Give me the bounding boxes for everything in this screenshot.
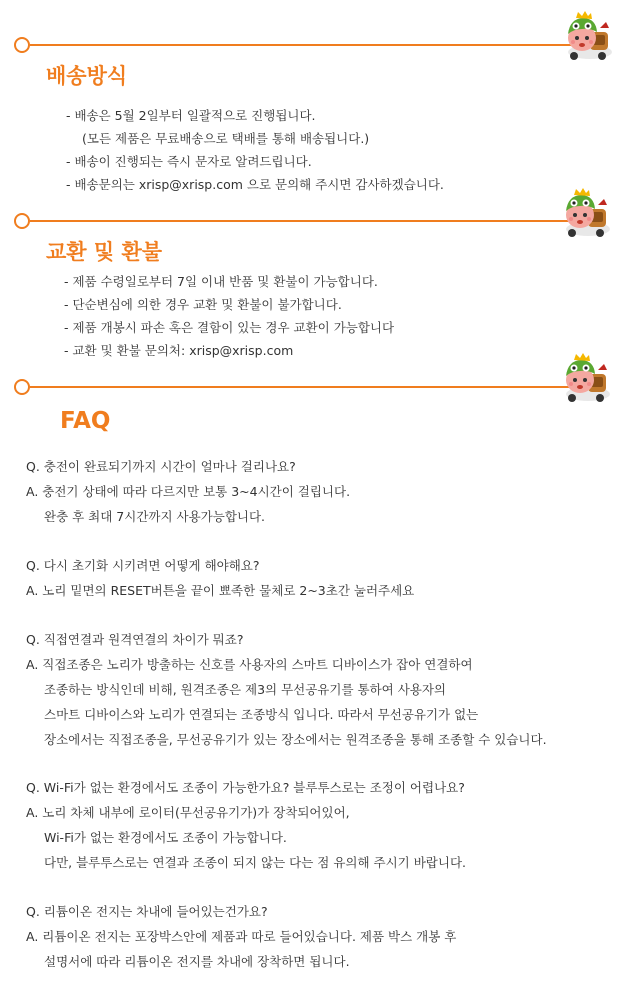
faq-question: Q. 직접연결과 원격연결의 차이가 뭐죠? bbox=[26, 632, 244, 647]
refund-heading: 교환 및 환불 bbox=[46, 240, 163, 264]
faq-answer bbox=[26, 578, 622, 603]
list-item: (모든 제품은 무료배송으로 택배를 통해 배송됩니다.) bbox=[82, 131, 370, 146]
answer-line: A. 직접조종은 노리가 방출하는 신호를 사용자의 스마트 디바이스가 잡아 연결하여 bbox=[26, 657, 473, 672]
faq-answer bbox=[26, 652, 622, 752]
list-item: - 배송문의는 xrisp@xrisp.com 으로 문의해 주시면 감사하겠습니다. bbox=[66, 177, 444, 192]
faq-entry bbox=[22, 775, 622, 875]
list-item: - 배송은 5월 2일부터 일괄적으로 진행됩니다. bbox=[66, 108, 316, 123]
answer-line: Wi-Fi가 없는 환경에서도 조종이 가능합니다. bbox=[44, 830, 287, 845]
faq-question: Q. 충전이 완료되기까지 시간이 얼마나 걸리나요? bbox=[26, 459, 296, 474]
answer-line: 스마트 디바이스와 노리가 연결되는 조종방식 입니다. 따라서 무선공유기가 없는 bbox=[44, 707, 479, 722]
section-divider bbox=[14, 378, 580, 400]
shipping-list bbox=[66, 104, 444, 196]
faq-answer bbox=[26, 479, 622, 529]
divider-circle bbox=[14, 213, 30, 229]
faq-question: Q. 리튬이온 전지는 차내에 들어있는건가요? bbox=[26, 904, 268, 919]
answer-line: 장소에서는 직접조종을, 무선공유기가 있는 장소에서는 원격조종을 통해 조종할 수 있습니다. bbox=[44, 732, 547, 747]
list-item: - 제품 수령일로부터 7일 이내 반품 및 환불이 가능합니다. bbox=[64, 274, 378, 289]
divider-line bbox=[30, 44, 578, 46]
mascot-car-icon bbox=[558, 352, 612, 404]
answer-line: 설명서에 따라 리튬이온 전지를 차내에 장착하면 됩니다. bbox=[44, 954, 350, 969]
answer-line: 다만, 블루투스로는 연결과 조종이 되지 않는 다는 점 유의해 주시기 바랍니다. bbox=[44, 855, 467, 870]
divider-line bbox=[30, 386, 578, 388]
section-divider bbox=[14, 36, 580, 58]
answer-line: A. 노리 밑면의 RESET버튼을 끝이 뾰족한 물체로 2~3초간 눌러주세요 bbox=[26, 583, 415, 598]
faq-question: Q. 다시 초기화 시키려면 어떻게 해야해요? bbox=[26, 558, 260, 573]
faq-entry bbox=[22, 627, 622, 752]
faq-heading: FAQ bbox=[60, 408, 111, 434]
list-item: - 배송이 진행되는 즉시 문자로 알려드립니다. bbox=[66, 154, 312, 169]
faq-answer bbox=[26, 800, 622, 875]
divider-line bbox=[30, 220, 578, 222]
divider-circle bbox=[14, 37, 30, 53]
mascot-car-icon bbox=[560, 10, 614, 62]
refund-list bbox=[64, 270, 394, 362]
faq-entry bbox=[22, 553, 622, 603]
shipping-heading: 배송방식 bbox=[46, 64, 128, 88]
list-item: - 단순변심에 의한 경우 교환 및 환불이 불가합니다. bbox=[64, 297, 342, 312]
answer-line: 조종하는 방식인데 비해, 원격조종은 제3의 무선공유기를 통하여 사용자의 bbox=[44, 682, 446, 697]
answer-line: A. 리튬이온 전지는 포장박스안에 제품과 따로 들어있습니다. 제품 박스 개봉 후 bbox=[26, 929, 457, 944]
divider-circle bbox=[14, 379, 30, 395]
mascot-car-icon bbox=[558, 187, 612, 239]
answer-line: 완충 후 최대 7시간까지 사용가능합니다. bbox=[44, 509, 266, 524]
answer-line: A. 노리 차체 내부에 로이터(무선공유기가)가 장착되어있어, bbox=[26, 805, 350, 820]
list-item: - 제품 개봉시 파손 혹은 결함이 있는 경우 교환이 가능합니다 bbox=[64, 320, 395, 335]
list-item: - 교환 및 환불 문의처: xrisp@xrisp.com bbox=[64, 343, 294, 358]
section-divider bbox=[14, 212, 580, 234]
faq-entry bbox=[22, 899, 622, 974]
faq-answer bbox=[26, 924, 622, 974]
faq-question: Q. Wi-Fi가 없는 환경에서도 조종이 가능한가요? 블루투스로는 조정이 어렵나요? bbox=[26, 780, 465, 795]
answer-line: A. 충전기 상태에 따라 다르지만 보통 3~4시간이 걸립니다. bbox=[26, 484, 351, 499]
faq-entry bbox=[22, 454, 622, 529]
